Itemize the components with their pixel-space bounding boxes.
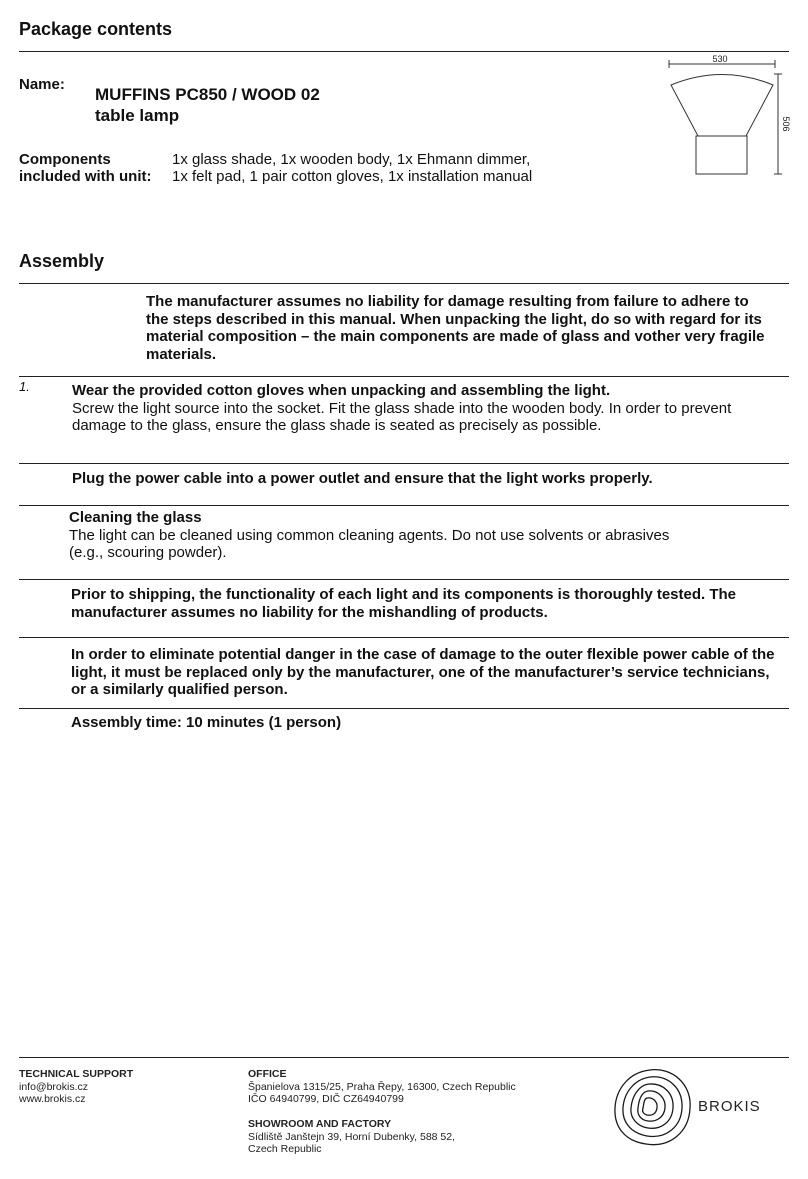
assembly-heading: Assembly: [19, 251, 105, 271]
lamp-body-outline: [696, 136, 747, 174]
product-name: [95, 84, 320, 126]
components-label-line: Components: [19, 151, 111, 168]
components-list: [172, 151, 532, 185]
lamp-shade-outline: [671, 75, 773, 137]
package-contents-heading: Package contents: [19, 19, 173, 39]
divider: [19, 637, 789, 638]
cleaning-line: The light can be cleaned using common cleaning agents. Do not use solvents or abrasives: [69, 526, 670, 544]
step-1: [72, 382, 731, 435]
product-type: table lamp: [95, 106, 180, 125]
footer-divider: [19, 1057, 789, 1058]
shipping-line: manufacturer assumes no liability for the mishandling of products.: [71, 603, 548, 621]
components-line: 1x felt pad, 1 pair cotton gloves, 1x installation manual: [172, 168, 533, 185]
showroom-info: [248, 1118, 455, 1156]
brand-name: BROKIS: [698, 1098, 761, 1115]
cable-line: In order to eliminate potential danger in the case of damage to the outer flexible power cable of the: [71, 646, 775, 663]
showroom-heading: SHOWROOM AND FACTORY: [248, 1118, 392, 1130]
components-label: [19, 151, 151, 185]
assembly-time: Assembly time: 10 minutes (1 person): [71, 714, 342, 731]
power-cable-notice: [71, 646, 774, 699]
step-title: Wear the provided cotton gloves when unpacking and assembling the light.: [72, 382, 611, 399]
technical-support: [19, 1068, 133, 1106]
warning-line: material composition – the main components are made of glass and vother very fragile: [146, 328, 765, 345]
name-label: Name:: [19, 76, 65, 93]
components-line: 1x glass shade, 1x wooden body, 1x Ehmann dimmer,: [172, 151, 531, 168]
step-line: Screw the light source into the socket. Fit the glass shade into the wooden body. In order to prevent: [72, 399, 732, 417]
showroom-country: Czech Republic: [248, 1143, 322, 1155]
height-dimension-label: 506: [781, 116, 791, 132]
cleaning-section: [69, 509, 669, 562]
divider: [19, 579, 789, 580]
divider: [19, 283, 789, 284]
support-heading: TECHNICAL SUPPORT: [19, 1068, 134, 1080]
power-check-instruction: Plug the power cable into a power outlet and ensure that the light works properly.: [72, 470, 653, 487]
width-dimension-label: 530: [712, 54, 728, 64]
office-address: Španielova 1315/25, Praha Řepy, 16300, Czech Republic: [248, 1080, 516, 1093]
shipping-notice: [71, 586, 736, 621]
divider: [19, 708, 789, 709]
step-line: damage to the glass, ensure the glass shade is seated as precisely as possible.: [72, 417, 602, 434]
divider: [19, 376, 789, 377]
liability-warning: [146, 293, 765, 363]
office-heading: OFFICE: [248, 1068, 287, 1080]
support-website-link[interactable]: www.brokis.cz: [19, 1093, 86, 1105]
cleaning-title: Cleaning the glass: [69, 509, 202, 526]
support-email-link[interactable]: info@brokis.cz: [19, 1080, 89, 1093]
lamp-dimension-drawing: [662, 52, 797, 182]
warning-line: materials.: [146, 345, 217, 363]
components-label-line: included with unit:: [19, 168, 152, 185]
cleaning-line: (e.g., scouring powder).: [69, 544, 227, 561]
office-registration: IČO 64940799, DIČ CZ64940799: [248, 1093, 404, 1105]
cable-line: light, it must be replaced only by the manufacturer, one of the manufacturer’s service technicians,: [71, 663, 770, 681]
divider: [19, 505, 789, 506]
step-number: 1.: [19, 379, 30, 394]
shipping-line: Prior to shipping, the functionality of each light and its components is thoroughly tested. The: [71, 586, 737, 603]
product-model: MUFFINS PC850 / WOOD 02: [95, 85, 320, 104]
cable-line: or a similarly qualified person.: [71, 681, 288, 698]
brokis-logo-icon: [610, 1066, 696, 1150]
warning-line: the steps described in this manual. When unpacking the light, do so with regard for its: [146, 310, 762, 328]
divider: [19, 463, 789, 464]
office-info: [248, 1068, 516, 1106]
showroom-address: Sídliště Janštejn 39, Horní Dubenky, 588 52,: [248, 1130, 456, 1143]
warning-line: The manufacturer assumes no liability for damage resulting from failure to adhere to: [146, 293, 749, 310]
